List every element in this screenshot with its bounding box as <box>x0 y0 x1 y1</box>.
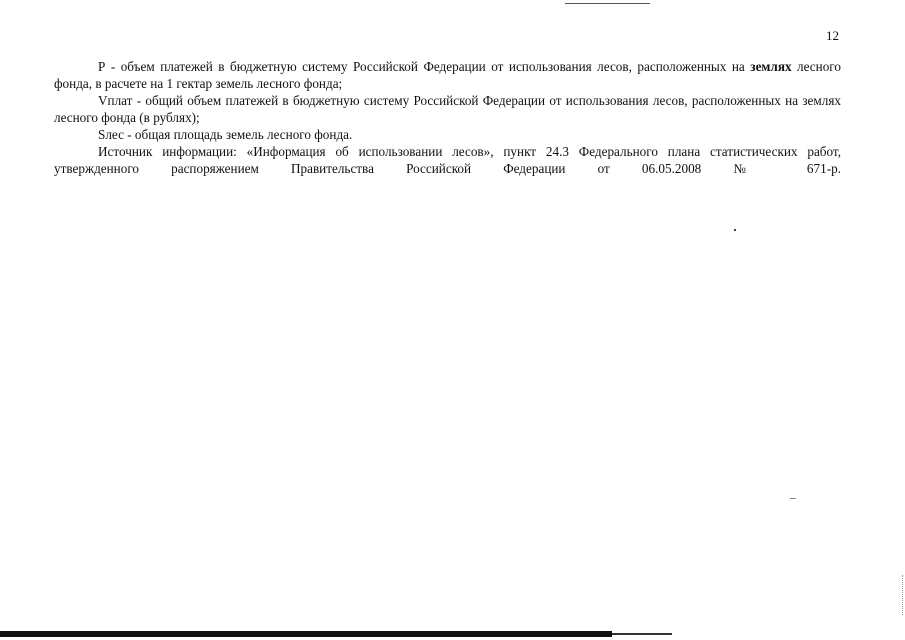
scan-bottom-bar-tail <box>612 633 672 635</box>
paragraph-p-definition <box>54 58 841 92</box>
paragraph-p-tail: лесного фонда, в расчете на 1 гектар земель лесного фонда; <box>54 59 841 91</box>
document-body <box>54 58 841 177</box>
paragraph-p-lead: Р - объем платежей в бюджетную систему Российской Федерации от использования лесов, расположенных на <box>98 59 751 74</box>
page-number: 12 <box>826 28 839 43</box>
paragraph-sles-definition: Sлес - общая площадь земель лесного фонда. <box>98 127 353 142</box>
top-rule <box>565 3 650 4</box>
paragraph-vplat-definition: Vплат - общий объем платежей в бюджетную систему Российской Федерации от использования лесов, расположенных на землях лесного фонда (в рублях); <box>54 93 841 125</box>
scan-bottom-bar <box>0 631 612 637</box>
paragraph-source-info: Источник информации: «Информация об использовании лесов», пункт 24.3 Федерального плана статистических работ, утвержденного распоряжением Правительства Российской Федерации от 06.05.2008 № 671-р. <box>54 144 841 176</box>
scan-speck <box>790 498 796 499</box>
scan-speck <box>734 229 736 231</box>
paragraph-p-bold-word: землях <box>750 59 792 74</box>
